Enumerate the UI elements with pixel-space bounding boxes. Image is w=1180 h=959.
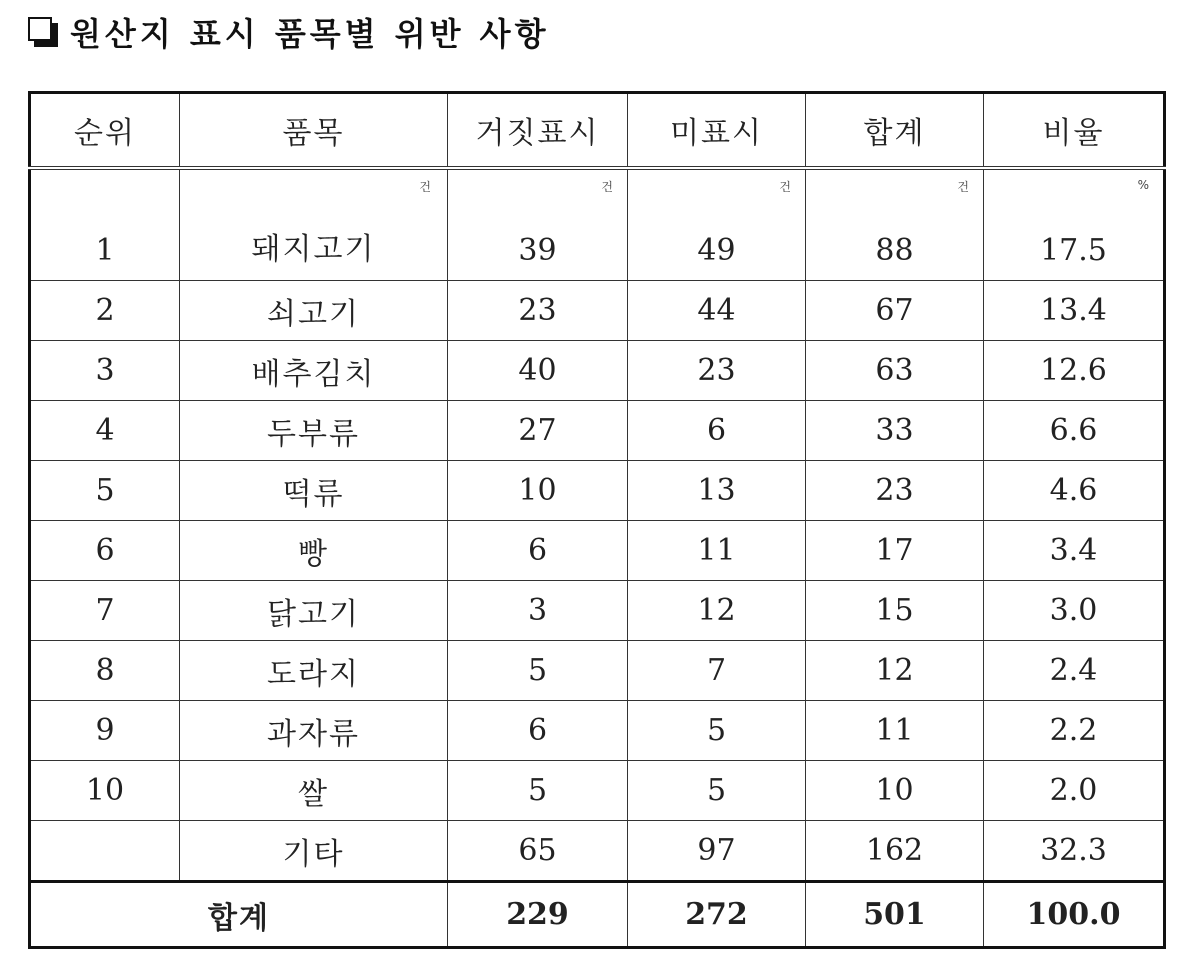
false-label-cell: 10 [448, 461, 628, 521]
false-label-cell: 5 [448, 761, 628, 821]
table-row [30, 641, 1165, 701]
rank-cell: 6 [30, 521, 180, 581]
false-label-cell: 6 [448, 701, 628, 761]
total-cell: 11 [806, 701, 984, 761]
ratio-cell: 2.4 [984, 641, 1165, 701]
total-ratio: 100.0 [984, 882, 1165, 948]
total-cell: 23 [806, 461, 984, 521]
item-cell: 쇠고기 [180, 281, 448, 341]
total-cell: 17 [806, 521, 984, 581]
item-cell: 떡류 [180, 461, 448, 521]
table-row [30, 461, 1165, 521]
total-cell: 67 [806, 281, 984, 341]
table-row [30, 401, 1165, 461]
page-title [28, 8, 550, 56]
table-row [30, 821, 1165, 882]
false-label-cell: 건 39 [448, 168, 628, 281]
item-cell: 도라지 [180, 641, 448, 701]
unlabeled-cell: 97 [628, 821, 806, 882]
item-cell: 배추김치 [180, 341, 448, 401]
header-row [30, 93, 1165, 169]
item-cell: 건 돼지고기 [180, 168, 448, 281]
false-label-cell: 6 [448, 521, 628, 581]
header-rank: 순위 [30, 93, 180, 169]
unlabeled-cell: 5 [628, 761, 806, 821]
false-label-cell: 27 [448, 401, 628, 461]
false-label-cell: 3 [448, 581, 628, 641]
item-cell: 쌀 [180, 761, 448, 821]
ratio-cell: 12.6 [984, 341, 1165, 401]
rank-cell: 3 [30, 341, 180, 401]
table-row [30, 701, 1165, 761]
ratio-cell: 2.0 [984, 761, 1165, 821]
header-ratio: 비율 [984, 93, 1165, 169]
header-total: 합계 [806, 93, 984, 169]
rank-cell [30, 821, 180, 882]
false-label-cell: 65 [448, 821, 628, 882]
table-row [30, 281, 1165, 341]
false-label-cell: 23 [448, 281, 628, 341]
header-item: 품목 [180, 93, 448, 169]
unlabeled-cell: 6 [628, 401, 806, 461]
ratio-cell: 3.0 [984, 581, 1165, 641]
rank-cell: 5 [30, 461, 180, 521]
unit-label: 건 [779, 180, 791, 194]
rank-cell: 1 [30, 168, 180, 281]
unlabeled-cell: 12 [628, 581, 806, 641]
item-cell: 과자류 [180, 701, 448, 761]
total-unlabeled: 272 [628, 882, 806, 948]
ratio-cell: 4.6 [984, 461, 1165, 521]
ratio-cell: 32.3 [984, 821, 1165, 882]
checkbox-square-icon [28, 17, 58, 47]
unlabeled-cell: 건 49 [628, 168, 806, 281]
unlabeled-cell: 13 [628, 461, 806, 521]
rank-cell: 4 [30, 401, 180, 461]
table-row [30, 341, 1165, 401]
page-title-text: 원산지 표시 품목별 위반 사항 [70, 15, 550, 53]
unit-label: % [1137, 178, 1149, 192]
item-cell: 빵 [180, 521, 448, 581]
total-cell: 162 [806, 821, 984, 882]
total-cell: 33 [806, 401, 984, 461]
rank-cell: 7 [30, 581, 180, 641]
table-row [30, 168, 1165, 281]
unlabeled-cell: 23 [628, 341, 806, 401]
ratio-cell: 2.2 [984, 701, 1165, 761]
ratio-cell: % 17.5 [984, 168, 1165, 281]
ratio-cell: 6.6 [984, 401, 1165, 461]
unit-label: 건 [601, 180, 613, 194]
total-false-label: 229 [448, 882, 628, 948]
total-cell: 15 [806, 581, 984, 641]
total-cell: 10 [806, 761, 984, 821]
false-label-cell: 40 [448, 341, 628, 401]
rank-cell: 9 [30, 701, 180, 761]
total-label: 합계 [30, 882, 448, 948]
rank-cell: 10 [30, 761, 180, 821]
total-cell: 63 [806, 341, 984, 401]
header-unlabeled: 미표시 [628, 93, 806, 169]
total-cell: 건 88 [806, 168, 984, 281]
unit-label: 건 [957, 180, 969, 194]
item-cell: 두부류 [180, 401, 448, 461]
item-cell: 닭고기 [180, 581, 448, 641]
total-total: 501 [806, 882, 984, 948]
table-row [30, 521, 1165, 581]
header-false-label: 거짓표시 [448, 93, 628, 169]
table-row [30, 761, 1165, 821]
rank-cell: 8 [30, 641, 180, 701]
item-cell: 기타 [180, 821, 448, 882]
ratio-cell: 3.4 [984, 521, 1165, 581]
total-row [30, 882, 1165, 948]
ratio-cell: 13.4 [984, 281, 1165, 341]
false-label-cell: 5 [448, 641, 628, 701]
table-row [30, 581, 1165, 641]
violations-table [28, 91, 1166, 949]
unlabeled-cell: 7 [628, 641, 806, 701]
unlabeled-cell: 44 [628, 281, 806, 341]
unlabeled-cell: 5 [628, 701, 806, 761]
unit-label: 건 [419, 180, 433, 194]
total-cell: 12 [806, 641, 984, 701]
rank-cell: 2 [30, 281, 180, 341]
unlabeled-cell: 11 [628, 521, 806, 581]
